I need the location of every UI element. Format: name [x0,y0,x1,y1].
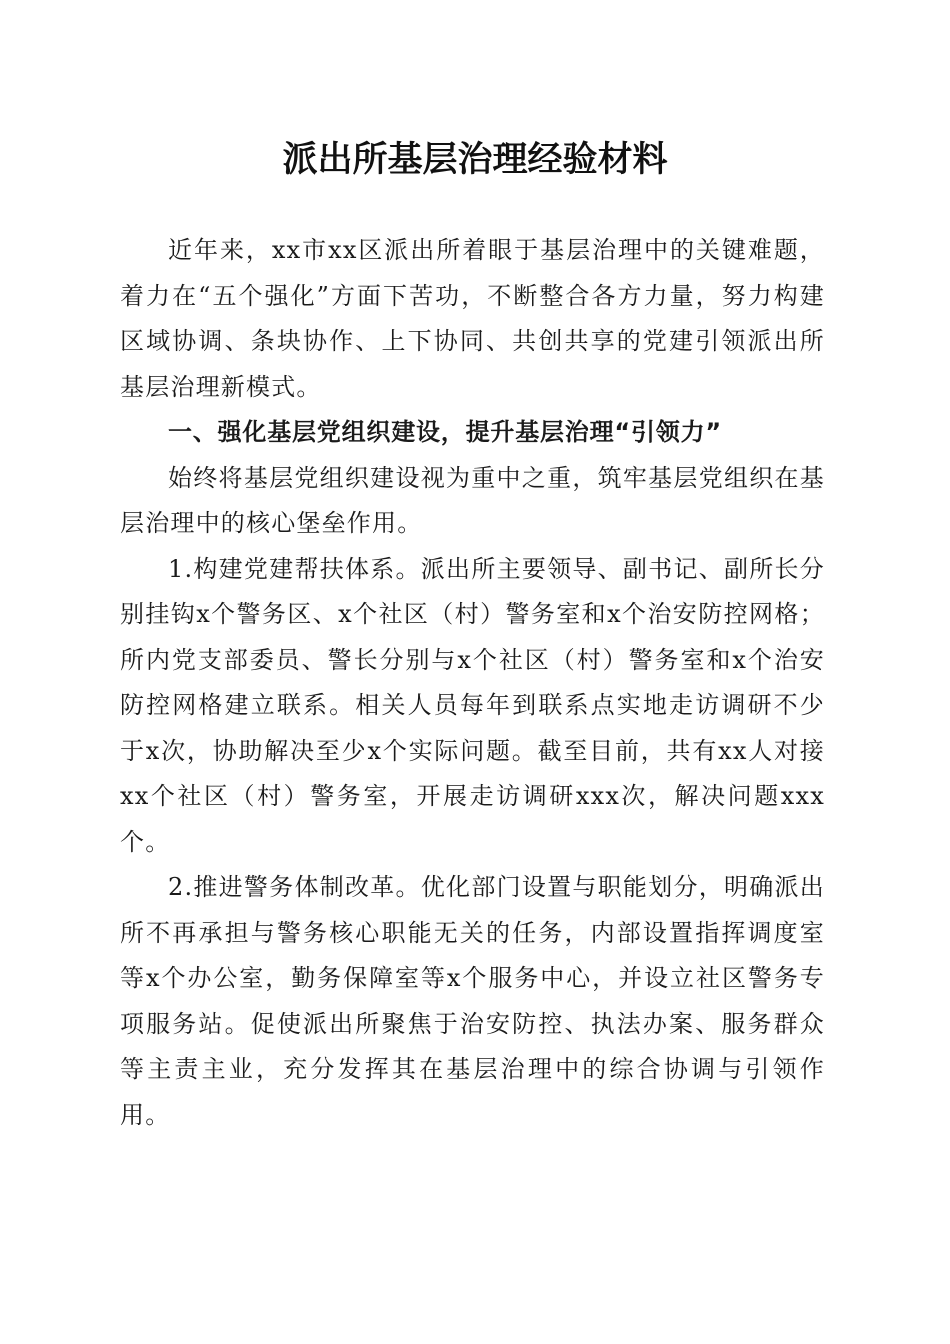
item-1-paragraph: 1.构建党建帮扶体系。派出所主要领导、副书记、副所长分别挂钩x个警务区、x个社区（村）警务室和x个治安防控网格；所内党支部委员、警长分别与x个社区（村）警务室和x个治安防控网格建立联系。相关人员每年到联系点实地走访调研不少于x次，协助解决至少x个实际问题。截至目前，共有xx人对接xx个社区（村）警务室，开展走访调研xxx次，解决问题xxx个。 [120,554,825,856]
section-heading-1: 一、强化基层党组织建设，提升基层治理“引领力” [168,418,722,446]
document-body [120,228,825,1138]
item-2-paragraph: 2.推进警务体制改革。优化部门设置与职能划分，明确派出所不再承担与警务核心职能无关的任务，内部设置指挥调度室等x个办公室，勤务保障室等x个服务中心，并设立社区警务专项服务站。促使派出所聚焦于治安防控、执法办案、服务群众等主责主业，充分发挥其在基层治理中的综合协调与引领作用。 [120,873,825,1129]
document-title: 派出所基层治理经验材料 [282,139,668,180]
intro-paragraph: 近年来，xx市xx区派出所着眼于基层治理中的关键难题，着力在“五个强化”方面下苦功，不断整合各方力量，努力构建区域协调、条块协作、上下协同、共创共享的党建引领派出所基层治理新模式。 [120,236,825,401]
section-1-summary-paragraph: 始终将基层党组织建设视为重中之重，筑牢基层党组织在基层治理中的核心堡垒作用。 [120,463,825,537]
